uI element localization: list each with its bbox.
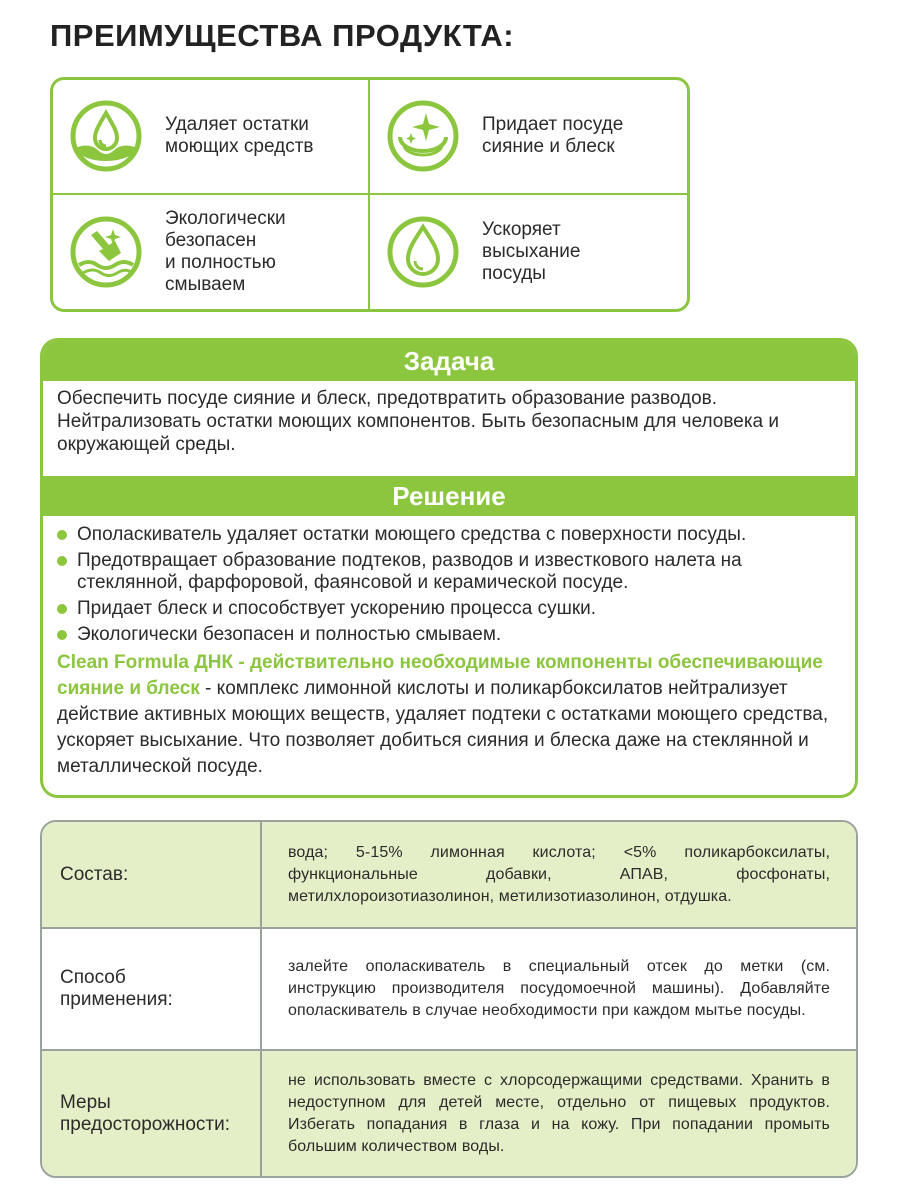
drop-splash-icon [69, 99, 143, 173]
page-title: ПРЕИМУЩЕСТВА ПРОДУКТА: [50, 18, 515, 53]
table-row [42, 927, 856, 1049]
benefit-removes-residue [53, 80, 370, 195]
benefit-drying [370, 195, 687, 310]
bullet-dot-icon [57, 604, 67, 614]
precautions-label: Меры предосторожности: [42, 1051, 262, 1176]
list-item: Ополаскиватель удаляет остатки моющего средства с поверхности посуды. [57, 524, 843, 546]
table-row [42, 1049, 856, 1176]
sparkle-dish-icon [386, 99, 460, 173]
list-item: Предотвращает образование подтеков, разводов и известкового налета на стеклянной, фарфоровой, фаянсовой и керамической посуде. [57, 550, 843, 594]
precautions-value: не использовать вместе с хлорсодержащими средствами. Хранить в недоступном для детей месте, отдельно от пищевых продуктов. Избегать попадания в глаза и на кожу. При попадании промыть большим количеством воды. [288, 1071, 830, 1155]
usage-label: Способ применения: [42, 929, 262, 1049]
benefit-text: Удаляет остатки моющих средств [165, 114, 314, 158]
table-row [42, 822, 856, 927]
benefit-text: Ускоряет высыхание посуды [482, 218, 581, 284]
composition-value: вода; 5-15% лимонная кислота; <5% поликарбоксилаты, функциональные добавки, АПАВ, фосфонаты, метилхлороизотиазолинон, метилизотиазолинон, отдушка. [288, 843, 830, 905]
usage-value: залейте ополаскиватель в специальный отсек до метки (см. инструкцию производителя посудомоечной машины). Добавляйте ополаскиватель в случае необходимости при каждом мытье посуды. [288, 958, 830, 1019]
list-item: Экологически безопасен и полностью смываем. [57, 624, 843, 646]
solution-list [43, 516, 855, 646]
benefit-shine [370, 80, 687, 195]
composition-label: Состав: [42, 822, 262, 927]
task-header: Задача [43, 341, 855, 381]
drop-icon [386, 215, 460, 289]
bullet-dot-icon [57, 556, 67, 566]
product-info-table [40, 820, 858, 1178]
bullet-dot-icon [57, 630, 67, 640]
benefits-grid [50, 77, 690, 312]
benefit-eco [53, 195, 370, 310]
solution-header: Решение [43, 476, 855, 516]
benefit-text: Экологически безопасен и полностью смываем [165, 207, 286, 295]
formula-description: - комплекс лимонной кислоты и поликарбоксилатов нейтрализует действие активных моющих веществ, удаляет подтеки с остатками моющего средства, ускоряет высыхание. Что позволяет добиться сияния и блеска даже на стеклянной и металлической посуде. [57, 678, 829, 777]
formula-highlight: Clean Formula ДНК - действительно необходимые компоненты обеспечивающие сияние и блеск [57, 652, 823, 699]
list-item: Придает блеск и способствует ускорению процесса сушки. [57, 598, 843, 620]
eco-hand-water-icon [69, 215, 143, 289]
task-text: Обеспечить посуде сияние и блеск, предотвратить образование разводов. Нейтрализовать остатки моющих компонентов. Быть безопасным для человека и окружающей среды. [57, 388, 780, 455]
task-solution-panel [40, 338, 858, 798]
benefit-text: Придает посуде сияние и блеск [482, 114, 624, 158]
bullet-dot-icon [57, 530, 67, 540]
solution-paragraph [43, 650, 855, 780]
